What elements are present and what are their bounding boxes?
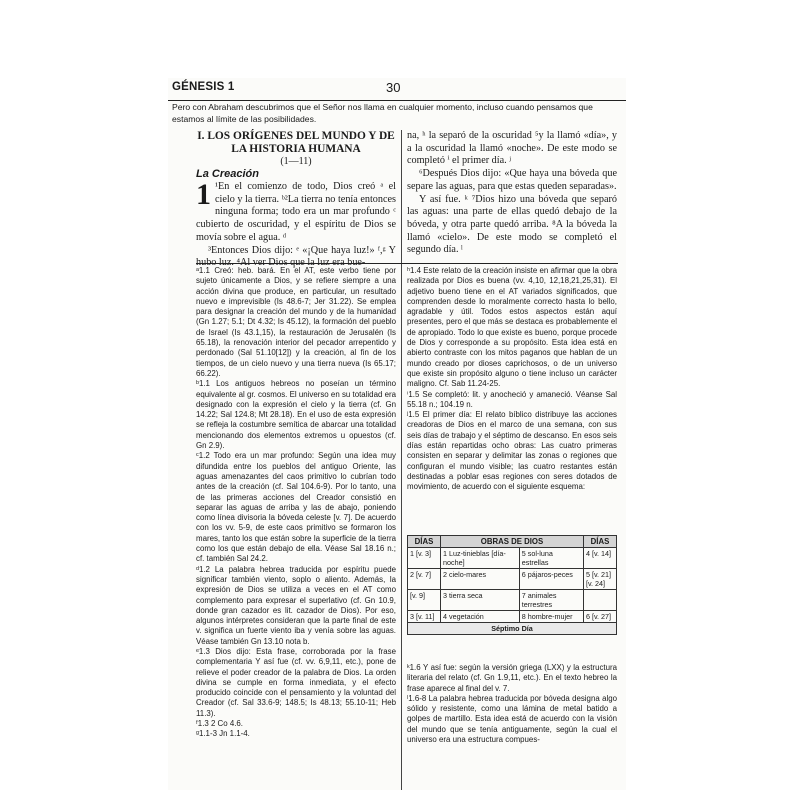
footnote: ᵈ1.2 La palabra hebrea traducida por espíritu puede significar también viento, soplo o aliento. Además, la expresión de Dios se utiliza a veces en el AT como complemento para expresar el superlativo (cf. Gn 10.9, donde gran cazador es lit. cazador de Dios). Por eso, algunos intérpretes consideran que la parte final de este v. significa un fuerte viento iba y venía sobre las aguas. Véase también Gn 13.10 nota b. — [196, 564, 396, 646]
footnote: ᵇ1.1 Los antiguos hebreos no poseían un término equivalente al gr. cosmos. El universo en su totalidad era designado con la expresión el cielo y la tierra (cf. Gn 14.22; Sal 124.8; Mt 28.18). En el uso de esta expresión se refleja la costumbre semítica de abarcar una totalidad mencionando dos elementos extremos u opuestos (cf. Gn 2.9). — [196, 379, 396, 451]
footnote: ᵉ1.3 Dios dijo: Esta frase, corroborada por la frase complementaria Y así fue (cf. vv. 6,9,11, etc.), pone de relieve el poder creador de la palabra de Dios. La orden divina se cumple en forma inmediata, y el efecto producido coincide con el pensamiento y la voluntad del Creador (cf. Sal 33.6-9; 148.5; Is 48.13; 55.10-11; Heb 11.3). — [196, 646, 396, 718]
table-row — [408, 611, 617, 623]
footnote: ᶠ1.3 2 Co 4.6. — [196, 719, 243, 729]
verse-paragraph: ³Entonces Dios dijo: ᵉ «¡Que haya luz!» ᶠ,ᵍ Y hubo luz. ⁴Al ver Dios que la luz era bue- — [196, 244, 396, 269]
bible-page — [168, 78, 626, 790]
table-cell: 2 cielo-mares — [441, 569, 520, 590]
section-subtitle: La Creación — [196, 168, 259, 180]
right-footnotes-continued — [407, 663, 617, 745]
footnote: ʲ1.5 El primer día: El relato bíblico distribuye las acciones creadoras de Dios en el marco de una semana, con sus seis días de trabajo y el séptimo de descanso. En esos seis días están repartidas ocho obras: Las cuatro primeras consisten en separar y delimitar las zonas o regiones que configuran el mundo visible; las cuatro restantes están destinadas a poblar esas regiones con seres dotados de movimiento, de acuerdo con el siguiente esquema: — [407, 410, 617, 492]
table-row — [408, 569, 617, 590]
footnote: ᶜ1.2 Todo era un mar profundo: Según una idea muy difundida entre los pueblos del antiguo Oriente, las aguas amenazantes del caos primitivo lo cubrían todo antes de la creación (cf. Sal 104.6-9). Por lo tanto, una de las primeras acciones del Creador consistió en separar las aguas de arriba y las de abajo, poniendo como línea divisoria la bóveda celeste [v. 7]. De acuerdo con los vv. 5-9, de este caos primitivo se formaron los mares, tanto los que están sobre la superficie de la tierra como los que están debajo de ella. Véase Sal 18.16 n.; cf. también Sal 24.2. — [196, 451, 396, 564]
table-row — [408, 590, 617, 611]
table-cell: 8 hombre-mujer — [519, 611, 583, 623]
creation-works-table — [407, 535, 617, 635]
left-text-column — [196, 130, 396, 270]
table-cell — [584, 590, 617, 611]
verse-paragraph: Y así fue. ᵏ ⁷Dios hizo una bóveda que separó las aguas: una parte de ellas quedó debajo de la bóveda, y otra parte quedó arriba. ⁸A la bóveda la llamó «cielo». De este modo se completó el segundo día. ˡ — [407, 193, 617, 256]
verse-text: ¹En el comienzo de todo, Dios creó ᵃ el cielo y la tierra. ᵇ²La tierra no tenía entonces ninguna forma; todo era un mar profundo ᶜ cubierto de oscuridad, y el espíritu de Dios se movía sobre el agua. ᵈ — [196, 181, 396, 243]
verse-paragraph: ⁶Después Dios dijo: «Que haya una bóveda que separe las aguas, para que estas queden separadas». — [407, 168, 617, 192]
right-text-column — [407, 130, 617, 257]
table-cell: 6 pájaros-peces — [519, 569, 583, 590]
table-row — [408, 548, 617, 569]
table-cell: 5 sol-luna estrellas — [519, 548, 583, 569]
table-cell: 1 [v. 3] — [408, 548, 441, 569]
table-header-cell: DÍAS — [408, 536, 441, 548]
footnote: ᵍ1.1-3 Jn 1.1-4. — [196, 729, 250, 739]
table-cell: 1 Luz-tinieblas [día-noche] — [441, 548, 520, 569]
table-cell: 3 tierra seca — [441, 590, 520, 611]
verse-paragraph: na, ʰ la separó de la oscuridad ⁵y la llamó «día», y a la oscuridad la llamó «noche». De este modo se completó ⁱ el primer día. ʲ — [407, 130, 617, 167]
footnote: ᵏ1.6 Y así fue: según la versión griega (LXX) y la estructura literaria del relato (cf. Gn 1.9,11, etc.). En el texto hebreo la frase aparece al final del v. 7. — [407, 663, 617, 693]
running-header — [168, 78, 626, 101]
left-footnotes — [196, 266, 396, 740]
table-cell: 5 [v. 21] [v. 24] — [584, 569, 617, 590]
page-number: 30 — [386, 80, 401, 95]
seventh-day-cell: Séptimo Día — [408, 623, 617, 635]
table-cell: 6 [v. 27] — [584, 611, 617, 623]
table-header-cell: DÍAS — [584, 536, 617, 548]
section-title: I. LOS ORÍGENES DEL MUNDO Y DE LA HISTORIA HUMANA — [197, 130, 395, 155]
footnote: ⁱ1.5 Se completó: lit. y anocheció y amaneció. Véanse Sal 55.18 n.; 104.19 n. — [407, 389, 617, 409]
right-footnotes — [407, 266, 617, 493]
table-header-row — [408, 536, 617, 548]
footnote: ᵃ1.1 Creó: heb. bará. En el AT, este verbo tiene por sujeto únicamente a Dios, y se refiere siempre a una acción divina que produce, en particular, un resultado nuevo e imprevisible (Is 48.6-7; Jer 31.22). Se emplea para designar la creación del mundo y de la humanidad (Gn 1.27; 5.1; Dt 4.32; Is 45.12), la formación del pueblo de Israel (Is 43.1,15), la restauración de Jerusalén (Is 65.18), la renovación interior del pecador arrepentido y perdonado (Sal 51.10[12]) y la creación, al fin de los tiempos, de un cielo nuevo y una tierra nueva (Is 65.17; 66.22). — [196, 266, 396, 378]
table-cell: 3 [v. 11] — [408, 611, 441, 623]
footnote: ˡ1.6-8 La palabra hebrea traducida por bóveda designa algo sólido y resistente, como una lámina de metal batido a golpes de martillo. Esta idea está de acuerdo con la visión del mundo que se tenía antiguamente, según la cual el universo era una estructura compues- — [407, 693, 617, 745]
table-footer-row — [408, 623, 617, 635]
section-range: (1—11) — [280, 156, 312, 167]
table-cell: 4 [v. 14] — [584, 548, 617, 569]
chapter-number: 1 — [196, 178, 211, 211]
table-header-cell: OBRAS DE DIOS — [441, 536, 584, 548]
table-cell: 7 animales terrestres — [519, 590, 583, 611]
book-chapter-label: GÉNESIS 1 — [172, 81, 235, 93]
table-cell: 4 vegetación — [441, 611, 520, 623]
intro-paragraph: Pero con Abraham descubrimos que el Señor nos llama en cualquier momento, incluso cuando pensamos que estamos al límite de las posibilidades. — [172, 102, 593, 124]
table-cell: 2 [v. 7] — [408, 569, 441, 590]
footnote: ʰ1.4 Este relato de la creación insiste en afirmar que la obra realizada por Dios es buena (vv. 4,10, 12,18,21,25,31). El adjetivo bueno tiene en el AT variados significados, que comprenden desde lo moralmente correcto hasta lo bello, agradable y útil. Todos estos aspectos están aquí presentes, pero el que más se destaca es probablemente el de apropiado. Todo lo que existe es bueno, porque procede de Dios y corresponde a su propósito. Esta idea está en abierto contraste con los mitos paganos que hablan de un mundo creado por dioses caprichosos, o de un universo que existe sin propósito alguno o tiene incluso un carácter maligno. Cf. Sab 11.24-25. — [407, 266, 617, 389]
column-divider — [401, 130, 402, 790]
verse-paragraph — [196, 178, 396, 245]
notes-separator — [196, 263, 618, 264]
table-cell: [v. 9] — [408, 590, 441, 611]
